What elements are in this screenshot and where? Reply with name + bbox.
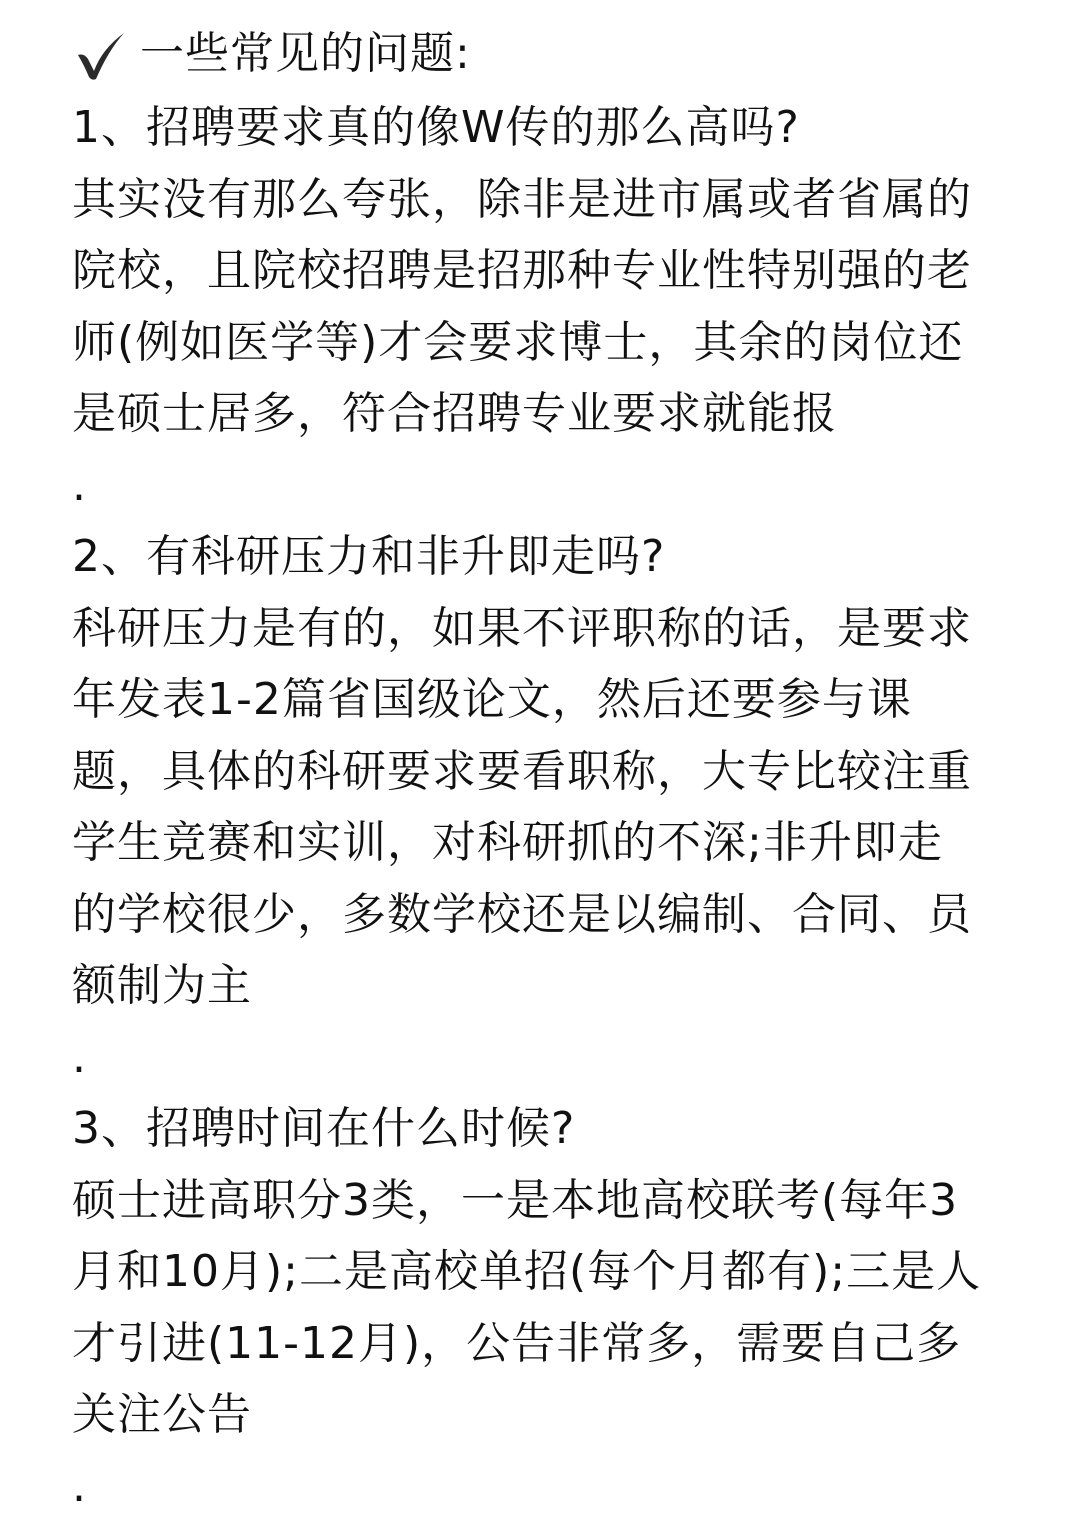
q2-answer-line: 年发表1-2篇省国级论文，然后还要参与课 (72, 664, 1012, 736)
q2-answer-line: 题，具体的科研要求要看职称，大专比较注重 (72, 736, 1012, 808)
q1-answer-line: 是硕士居多，符合招聘专业要求就能报 (72, 378, 1012, 450)
q3-answer-line: 硕士进高职分3类，一是本地高校联考(每年3 (72, 1165, 1012, 1237)
q2-heading: 2、有科研压力和非升即走吗? (72, 521, 1012, 593)
q2-answer-line: 额制为主 (72, 950, 1012, 1022)
q1-answer-line: 其实没有那么夸张，除非是进市属或者省属的 (72, 164, 1012, 236)
q2-answer-line: 学生竞赛和实训，对科研抓的不深;非升即走 (72, 807, 1012, 879)
q3-answer-line: 才引进(11-12月)，公告非常多，需要自己多 (72, 1308, 1012, 1380)
q3-answer-line: 月和10月);二是高校单招(每个月都有);三是人 (72, 1236, 1012, 1308)
q2-answer-line: 科研压力是有的，如果不评职称的话，是要求 (72, 593, 1012, 665)
page-title: 一些常见的问题: (140, 22, 471, 86)
separator-dot: . (72, 1451, 1012, 1522)
q2-answer-line: 的学校很少，多数学校还是以编制、合同、员 (72, 879, 1012, 951)
q1-heading: 1、招聘要求真的像W传的那么高吗? (72, 92, 1012, 164)
faq-content (72, 92, 1012, 1522)
q3-heading: 3、招聘时间在什么时候? (72, 1093, 1012, 1165)
q1-answer-line: 院校，且院校招聘是招那种专业性特别强的老 (72, 235, 1012, 307)
separator-dot: . (72, 1022, 1012, 1094)
q1-answer-line: 师(例如医学等)才会要求博士，其余的岗位还 (72, 307, 1012, 379)
q3-answer-line: 关注公告 (72, 1379, 1012, 1451)
check-mark-icon (72, 25, 130, 83)
separator-dot: . (72, 450, 1012, 522)
title-row (72, 22, 471, 86)
